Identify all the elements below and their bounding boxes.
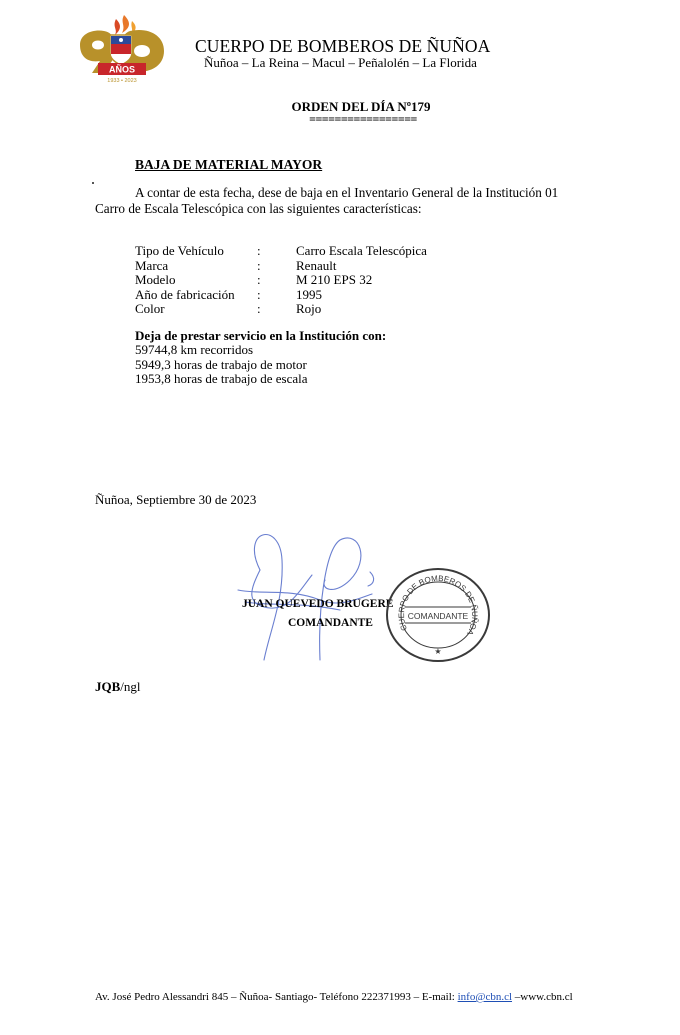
stray-mark (92, 182, 94, 184)
spec-value: Rojo (296, 301, 322, 316)
spec-row (135, 273, 427, 288)
handwritten-signature (200, 520, 380, 670)
service-title: Deja de prestar servicio en la Institución con: (135, 328, 387, 343)
spec-separator: : (257, 286, 261, 302)
spec-row (135, 259, 427, 274)
signer-role: COMANDANTE (288, 617, 373, 629)
list-item: 1953,8 horas de trabajo de escala (135, 371, 308, 386)
official-stamp-icon (385, 567, 491, 663)
svg-text:★: ★ (434, 647, 442, 656)
spec-row (135, 302, 427, 317)
spec-label: Año de fabricación (135, 286, 235, 302)
organization-subtitle: Ñuñoa – La Reina – Macul – Peñalolén – La Florida (204, 55, 477, 70)
footer-contact (95, 991, 573, 1003)
spec-value: Renault (296, 257, 337, 273)
service-list (135, 343, 308, 387)
spec-separator: : (257, 301, 261, 316)
spec-value: M 210 EPS 32 (296, 272, 373, 287)
signer-name: JUAN QUEVEDO BRUGERE (242, 598, 394, 610)
spec-label: Tipo de Vehículo (135, 243, 224, 258)
svg-text:AÑOS: AÑOS (108, 64, 136, 75)
organization-title: CUERPO DE BOMBEROS DE ÑUÑOA (195, 36, 491, 56)
svg-text:CUERPO DE BOMBEROS DE ÑUÑOA: CUERPO DE BOMBEROS DE ÑUÑOA (397, 573, 480, 637)
footer-address: Av. José Pedro Alessandri 845 – Ñuñoa- Santiago- Teléfono 222371993 – E-mail: (95, 991, 458, 1003)
spec-separator: : (257, 243, 261, 258)
spec-separator: : (257, 272, 261, 287)
spec-label: Marca (135, 257, 169, 273)
spec-label: Color (135, 301, 165, 316)
spec-row (135, 288, 427, 303)
footer-email-link[interactable]: info@cbn.cl (457, 991, 513, 1003)
list-item: 59744,8 km recorridos (135, 342, 254, 357)
footer-website: –www.cbn.cl (512, 991, 573, 1003)
spec-value: Carro Escala Telescópica (296, 243, 427, 258)
section-body: A contar de esta fecha, dese de baja en el Inventario General de la Institución 01 Carro de Escala Telescópica con las siguientes características: (95, 185, 559, 216)
list-item: 5949,3 horas de trabajo de motor (135, 356, 307, 372)
initials-rest: /ngl (120, 679, 141, 694)
section-title: BAJA DE MATERIAL MAYOR (135, 157, 323, 172)
reference-initials (95, 679, 141, 695)
spec-label: Modelo (135, 272, 176, 287)
document-date: Ñuñoa, Septiembre 30 de 2023 (95, 492, 257, 507)
initials-bold: JQB (95, 679, 121, 694)
spec-separator: : (257, 257, 261, 273)
svg-text:COMANDANTE: COMANDANTE (407, 611, 469, 621)
spec-value: 1995 (296, 286, 322, 302)
anniversary-logo-icon (74, 13, 170, 85)
order-title: ORDEN DEL DÍA Nº179 (291, 99, 431, 114)
spec-row (135, 244, 427, 259)
svg-text:1933 • 2023: 1933 • 2023 (107, 78, 137, 84)
vehicle-specs (135, 244, 427, 317)
order-title-rule: ================= (309, 112, 417, 126)
